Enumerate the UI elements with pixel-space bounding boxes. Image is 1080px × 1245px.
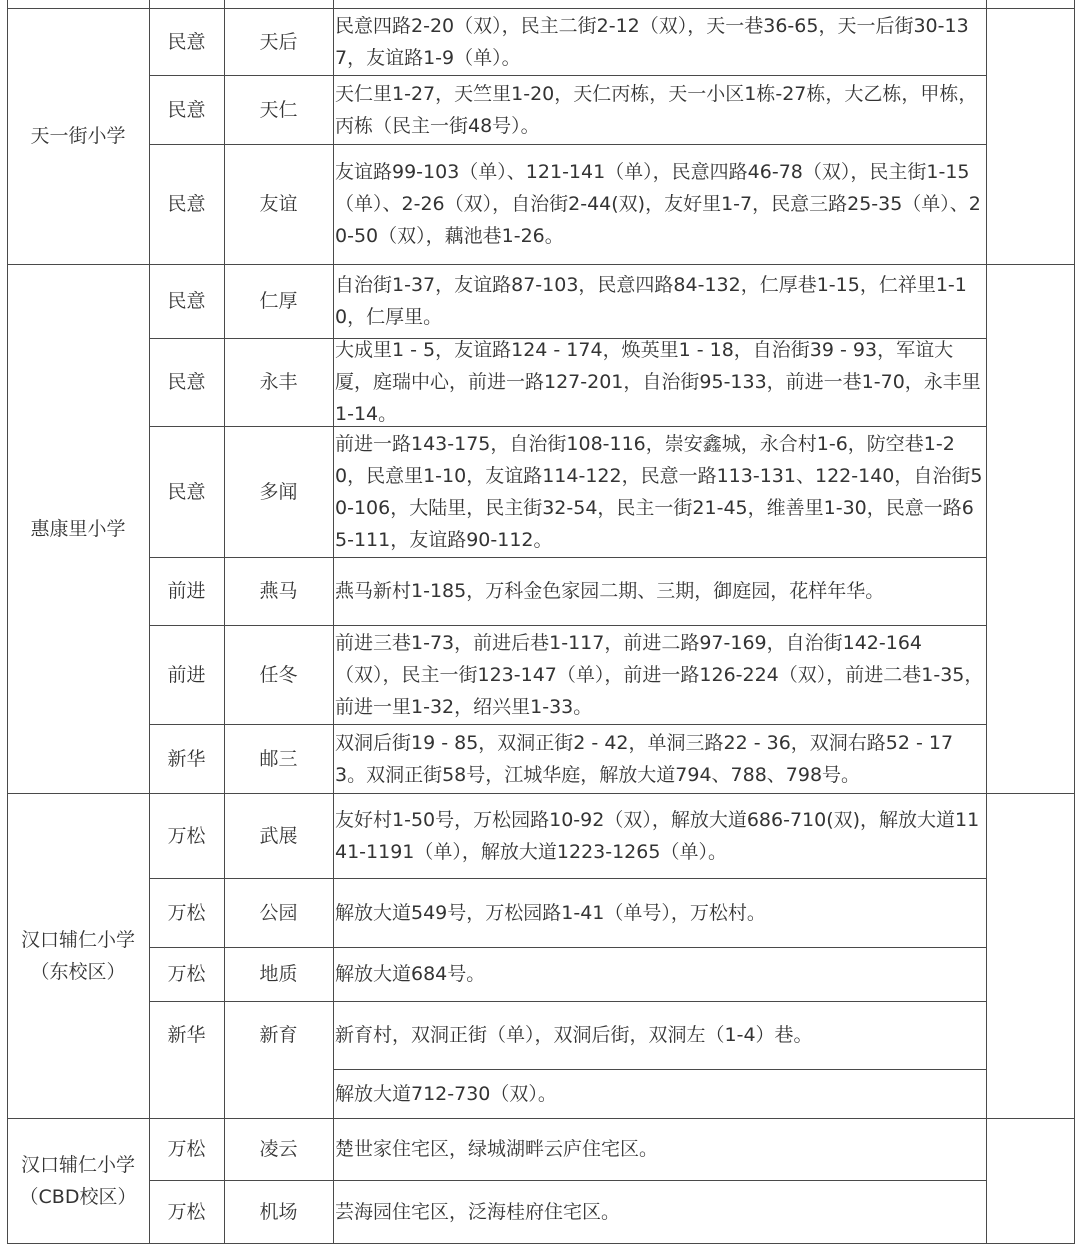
table-border [224, 625, 225, 724]
area-cell-text: 友谊 [259, 193, 298, 215]
area-cell-text: 凌云 [259, 1138, 298, 1160]
table-border [224, 264, 225, 338]
streets-cell [333, 1069, 986, 1118]
table-border [224, 1001, 225, 1069]
table-border [7, 8, 8, 264]
streets-cell [333, 264, 986, 338]
table-border [224, 8, 225, 75]
area-cell-text: 任冬 [259, 663, 298, 686]
table-border [986, 793, 987, 1118]
table-border [224, 1118, 225, 1180]
area-cell-text: 燕马 [259, 580, 298, 602]
area-cell [224, 338, 333, 426]
remark-cell [986, 1001, 1074, 1069]
table-border [224, 557, 225, 625]
community-cell-text: 民意 [167, 371, 206, 393]
streets-cell-text: 楚世家住宅区，绿城湖畔云庐住宅区。 [335, 1138, 659, 1160]
streets-cell-text: 自治街1-37，友谊路87-103，民意四路84-132，仁厚巷1-15，仁祥里1-10，仁厚里。 [335, 274, 967, 328]
area-cell-text: 公园 [259, 901, 298, 924]
table-border [333, 793, 334, 878]
table-border [149, 1180, 986, 1181]
table-border [7, 1118, 1075, 1119]
streets-cell-text: 解放大道712-730（双）。 [335, 1082, 557, 1105]
school-name [7, 793, 149, 1118]
streets-cell [333, 557, 986, 625]
table-border [149, 724, 986, 725]
table-border [1074, 8, 1075, 264]
table-border [333, 557, 334, 625]
community-cell-text: 新华 [167, 747, 206, 770]
area-cell-text: 邮三 [259, 747, 298, 770]
streets-cell-text: 民意四路2-20（双），民主二街2-12（双），天一巷36-65，天一后街30-137，友谊路1-9（单）。 [335, 14, 969, 69]
table-border [1074, 0, 1075, 8]
community-cell-text: 民意 [167, 30, 206, 53]
community-cell [149, 1118, 224, 1180]
remark-cell [986, 75, 1074, 144]
area-cell [224, 75, 333, 144]
table-border [7, 0, 8, 8]
table-border [333, 264, 334, 338]
table-border [7, 8, 1075, 9]
table-border [149, 0, 150, 8]
remark-cell [986, 724, 1074, 793]
table-border [149, 264, 150, 793]
table-border [333, 625, 334, 724]
table-border [333, 426, 334, 557]
table-border [1074, 264, 1075, 793]
streets-cell-text: 解放大道549号，万松园路1-41（单号），万松村。 [335, 901, 766, 924]
streets-cell [333, 426, 986, 557]
streets-cell-text: 前进一路143-175，自治街108-116，崇安鑫城，永合村1-6，防空巷1-20，民意里1-10，友谊路114-122，民意一路113-131、122-140，自治街50-106，大陆里，民主街32-54，民主一街21-45，维善里1-30，民意一路65-111，友谊路90-112。 [335, 432, 983, 551]
table-border [333, 338, 334, 426]
table-border [149, 557, 986, 558]
table-border [149, 144, 986, 145]
school-name-text: 惠康里小学 [30, 517, 126, 540]
streets-cell-text: 前进三巷1-73，前进后巷1-117，前进二路97-169，自治街142-164（双），民主一街123-147（单），前进一路126-224（双），前进二巷1-35，前进一里1-32，绍兴里1-33。 [335, 631, 984, 718]
area-cell-text: 武展 [259, 824, 298, 847]
table-border [224, 947, 225, 1001]
area-cell [224, 426, 333, 557]
community-cell [149, 264, 224, 338]
table-border [1074, 793, 1075, 1118]
community-cell [149, 1001, 224, 1069]
table-border [7, 1243, 1075, 1244]
remark-cell [986, 338, 1074, 426]
table-border [986, 264, 987, 793]
community-cell-text: 民意 [167, 98, 206, 121]
streets-cell-text: 双洞后街19 - 85，双洞正街2 - 42，单洞三路22 - 36，双洞右路52 - 173。双洞正街58号，江城华庭，解放大道794、788、798号。 [335, 731, 954, 786]
remark-cell [986, 625, 1074, 724]
table-border [149, 8, 150, 264]
table-border [7, 793, 1075, 794]
remark-cell [986, 1118, 1074, 1180]
table-border [333, 1180, 334, 1243]
community-cell-text: 前进 [167, 580, 206, 602]
table-border [224, 1180, 225, 1243]
table-border [986, 1118, 987, 1243]
table-border [333, 1001, 334, 1069]
community-cell-text: 新华 [167, 1024, 206, 1046]
streets-cell-text: 解放大道684号。 [335, 963, 486, 985]
community-cell [149, 426, 224, 557]
streets-cell [333, 1001, 986, 1069]
community-cell [149, 878, 224, 947]
area-cell [224, 878, 333, 947]
remark-cell [986, 1069, 1074, 1118]
remark-cell [986, 878, 1074, 947]
community-cell [149, 1069, 224, 1118]
community-cell [149, 1180, 224, 1243]
streets-cell [333, 793, 986, 878]
community-cell-text: 万松 [167, 1200, 206, 1223]
table-border [149, 878, 986, 879]
table-border [224, 878, 225, 947]
table-border [149, 947, 986, 948]
area-cell [224, 724, 333, 793]
streets-cell-text: 新育村，双洞正街（单），双洞后街，双洞左（1-4）巷。 [335, 1024, 813, 1046]
area-cell-text: 机场 [259, 1200, 298, 1223]
table-border [224, 0, 225, 8]
community-cell [149, 338, 224, 426]
remark-cell [986, 947, 1074, 1001]
community-cell-text: 前进 [167, 663, 206, 686]
area-cell [224, 1001, 333, 1069]
table-border [149, 625, 986, 626]
community-cell [149, 144, 224, 264]
area-cell-text: 仁厚 [259, 290, 298, 312]
area-cell [224, 625, 333, 724]
area-cell [224, 1118, 333, 1180]
table-border [333, 1069, 334, 1118]
table-border [149, 1001, 986, 1002]
school-name-text: 汉口辅仁小学 （东校区） [20, 928, 135, 983]
table-border [333, 1069, 986, 1070]
streets-cell [333, 625, 986, 724]
table-border [224, 75, 225, 144]
streets-cell [333, 8, 986, 75]
area-cell [224, 557, 333, 625]
school-name [7, 264, 149, 793]
table-border [333, 75, 334, 144]
area-cell [224, 264, 333, 338]
area-cell-text: 天仁 [259, 98, 298, 121]
remark-cell [986, 264, 1074, 338]
streets-cell [333, 144, 986, 264]
streets-cell-text: 大成里1 - 5，友谊路124 - 174，焕英里1 - 18，自治街39 - 93，军谊大厦，庭瑞中心，前进一路127-201，自治街95-133，前进一巷1-70，永丰里1-14。 [335, 339, 981, 425]
remark-cell [986, 8, 1074, 75]
table-border [333, 947, 334, 1001]
table-border [224, 144, 225, 264]
school-name-text: 汉口辅仁小学 （CBD校区） [19, 1153, 137, 1208]
table-border [333, 724, 334, 793]
streets-cell-text: 友谊路99-103（单）、121-141（单），民意四路46-78（双），民主街1-15（单）、2-26（双），自治街2-44(双)，友好里1-7，民意三路25-35（单）、20-50（双），藕池巷1-26。 [335, 161, 981, 247]
table-border [333, 878, 334, 947]
table-border [986, 0, 987, 8]
community-cell [149, 947, 224, 1001]
remark-cell [986, 793, 1074, 878]
table-border [149, 338, 986, 339]
area-cell [224, 8, 333, 75]
area-cell [224, 1180, 333, 1243]
table-border [1074, 1118, 1075, 1243]
streets-cell [333, 338, 986, 426]
remark-cell [986, 557, 1074, 625]
community-cell-text: 万松 [167, 1138, 206, 1160]
community-cell [149, 724, 224, 793]
remark-cell [986, 1180, 1074, 1243]
table-border [7, 793, 8, 1118]
area-cell [224, 1069, 333, 1118]
area-cell-text: 永丰 [259, 371, 298, 393]
table-border [149, 426, 986, 427]
streets-cell [333, 724, 986, 793]
table-border [333, 1118, 334, 1180]
community-cell-text: 万松 [167, 963, 206, 985]
area-cell-text: 天后 [259, 30, 298, 53]
streets-cell-text: 芸海园住宅区，泛海桂府住宅区。 [335, 1200, 621, 1223]
school-name [7, 1118, 149, 1243]
area-cell [224, 947, 333, 1001]
community-cell [149, 793, 224, 878]
area-cell-text: 新育 [259, 1024, 298, 1046]
streets-cell-text: 天仁里1-27，天竺里1-20，天仁丙栋，天一小区1栋-27栋，大乙栋，甲栋，丙栋（民主一街48号）。 [335, 82, 978, 137]
community-cell [149, 8, 224, 75]
table-border [224, 338, 225, 426]
table-border [986, 8, 987, 264]
table-border [224, 724, 225, 793]
community-cell [149, 557, 224, 625]
table-border [333, 144, 334, 264]
community-cell-text: 万松 [167, 824, 206, 847]
area-cell [224, 793, 333, 878]
table-border [7, 264, 8, 793]
remark-cell [986, 144, 1074, 264]
streets-cell [333, 1118, 986, 1180]
streets-cell [333, 75, 986, 144]
table-border [149, 75, 986, 76]
community-cell-text: 民意 [167, 480, 206, 503]
streets-cell-text: 友好村1-50号，万松园路10-92（双），解放大道686-710(双)，解放大道1141-1191（单），解放大道1223-1265（单）。 [335, 808, 980, 863]
table-border [333, 8, 334, 75]
school-name [7, 8, 149, 264]
table-border [7, 264, 1075, 265]
area-cell-text: 地质 [259, 963, 298, 985]
table-border [224, 426, 225, 557]
table-border [7, 1118, 8, 1243]
school-name-text: 天一街小学 [30, 125, 126, 147]
community-cell-text: 民意 [167, 193, 206, 215]
streets-cell-text: 燕马新村1-185，万科金色家园二期、三期，御庭园，花样年华。 [335, 580, 885, 602]
table-border [224, 793, 225, 878]
community-cell [149, 75, 224, 144]
area-cell-text: 多闻 [259, 480, 298, 503]
streets-cell [333, 947, 986, 1001]
table-border [333, 0, 334, 8]
community-cell-text: 万松 [167, 901, 206, 924]
remark-cell [986, 426, 1074, 557]
streets-cell [333, 878, 986, 947]
area-cell [224, 144, 333, 264]
table-border [224, 1069, 225, 1118]
streets-cell [333, 1180, 986, 1243]
community-cell [149, 625, 224, 724]
table-border [149, 793, 150, 1118]
community-cell-text: 民意 [167, 290, 206, 312]
